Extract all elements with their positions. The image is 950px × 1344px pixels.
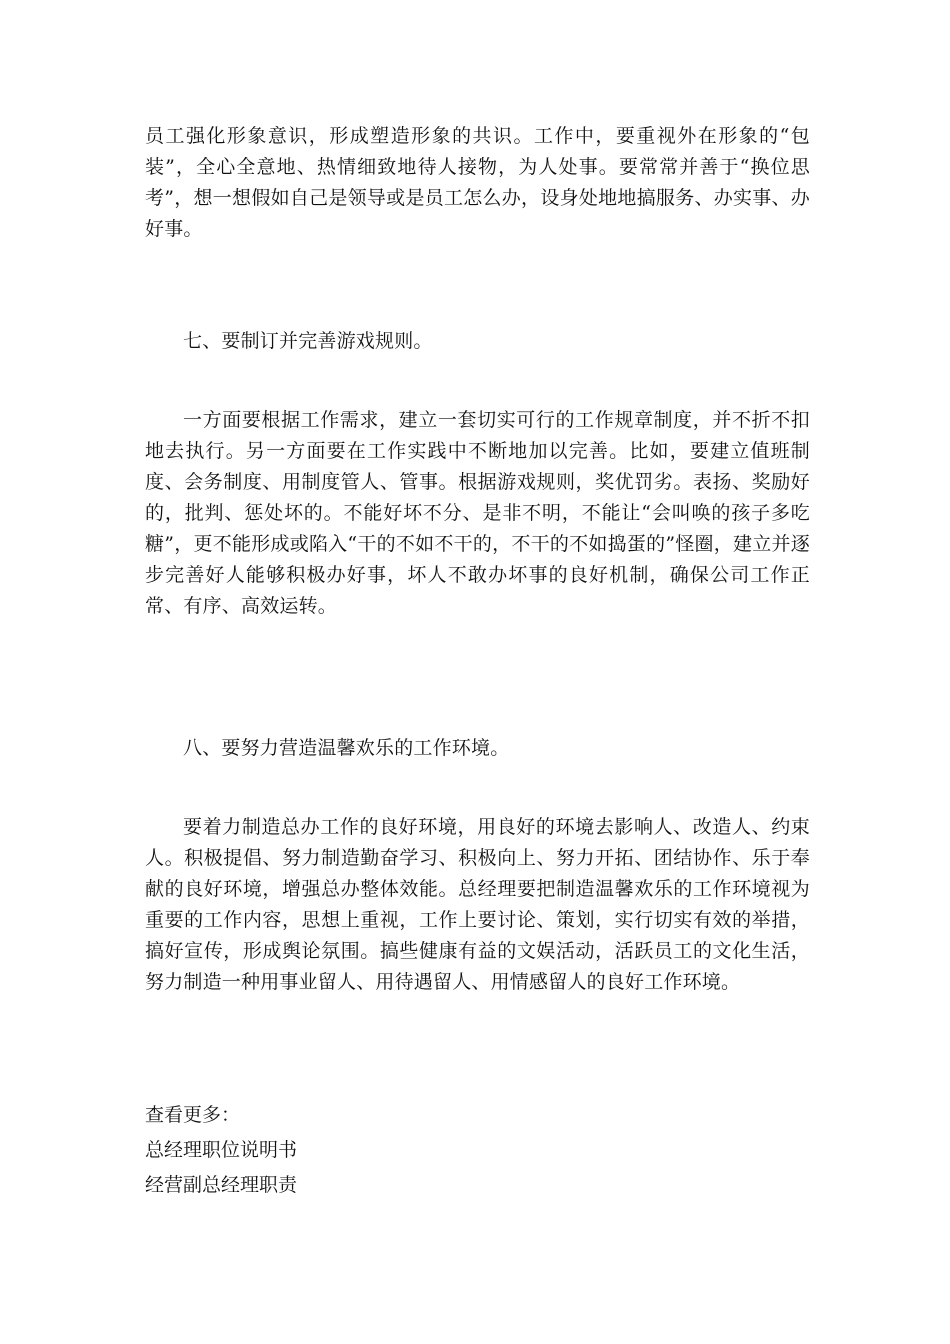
link-general-manager-job-description[interactable]: 总经理职位说明书	[145, 1139, 298, 1161]
section-heading-seven: 七、要制订并完善游戏规则。	[183, 330, 433, 352]
see-more-label: 查看更多：	[145, 1104, 241, 1126]
paragraph-work-environment: 要着力制造总办工作的良好环境，用良好的环境去影响人、改造人、约束人。积极提倡、努力制造勤奋学习、积极向上、努力开拓、团结协作、乐于奉献的良好环境，增强总办整体效能。总经理要把制造温馨欢乐的工作环境视为重要的工作内容，思想上重视，工作上要讨论、策划，实行切实有效的举措，搞好宣传，形成舆论氛围。搞些健康有益的文娱活动，活跃员工的文化生活，努力制造一种用事业留人、用待遇留人、用情感留人的良好工作环境。	[145, 816, 810, 993]
link-deputy-manager-duties[interactable]: 经营副总经理职责	[145, 1174, 298, 1196]
paragraph-image-awareness: 员工强化形象意识，形成塑造形象的共识。工作中，要重视外在形象的“包装”，全心全意地、热情细致地待人接物，为人处事。要常常并善于“换位思考”，想一想假如自己是领导或是员工怎么办，设身处地地搞服务、办实事、办好事。	[145, 125, 810, 240]
section-heading-eight: 八、要努力营造温馨欢乐的工作环境。	[183, 737, 510, 759]
see-more-section	[145, 1098, 297, 1203]
paragraph-game-rules: 一方面要根据工作需求，建立一套切实可行的工作规章制度，并不折不扣地去执行。另一方面要在工作实践中不断地加以完善。比如，要建立值班制度、会务制度、用制度管人、管事。根据游戏规则，奖优罚劣。表扬、奖励好的，批判、惩处坏的。不能好坏不分、是非不明，不能让“会叫唤的孩子多吃糖”，更不能形成或陷入“干的不如不干的，不干的不如捣蛋的”怪圈，建立并逐步完善好人能够积极办好事，坏人不敢办坏事的良好机制，确保公司工作正常、有序、高效运转。	[145, 409, 810, 617]
